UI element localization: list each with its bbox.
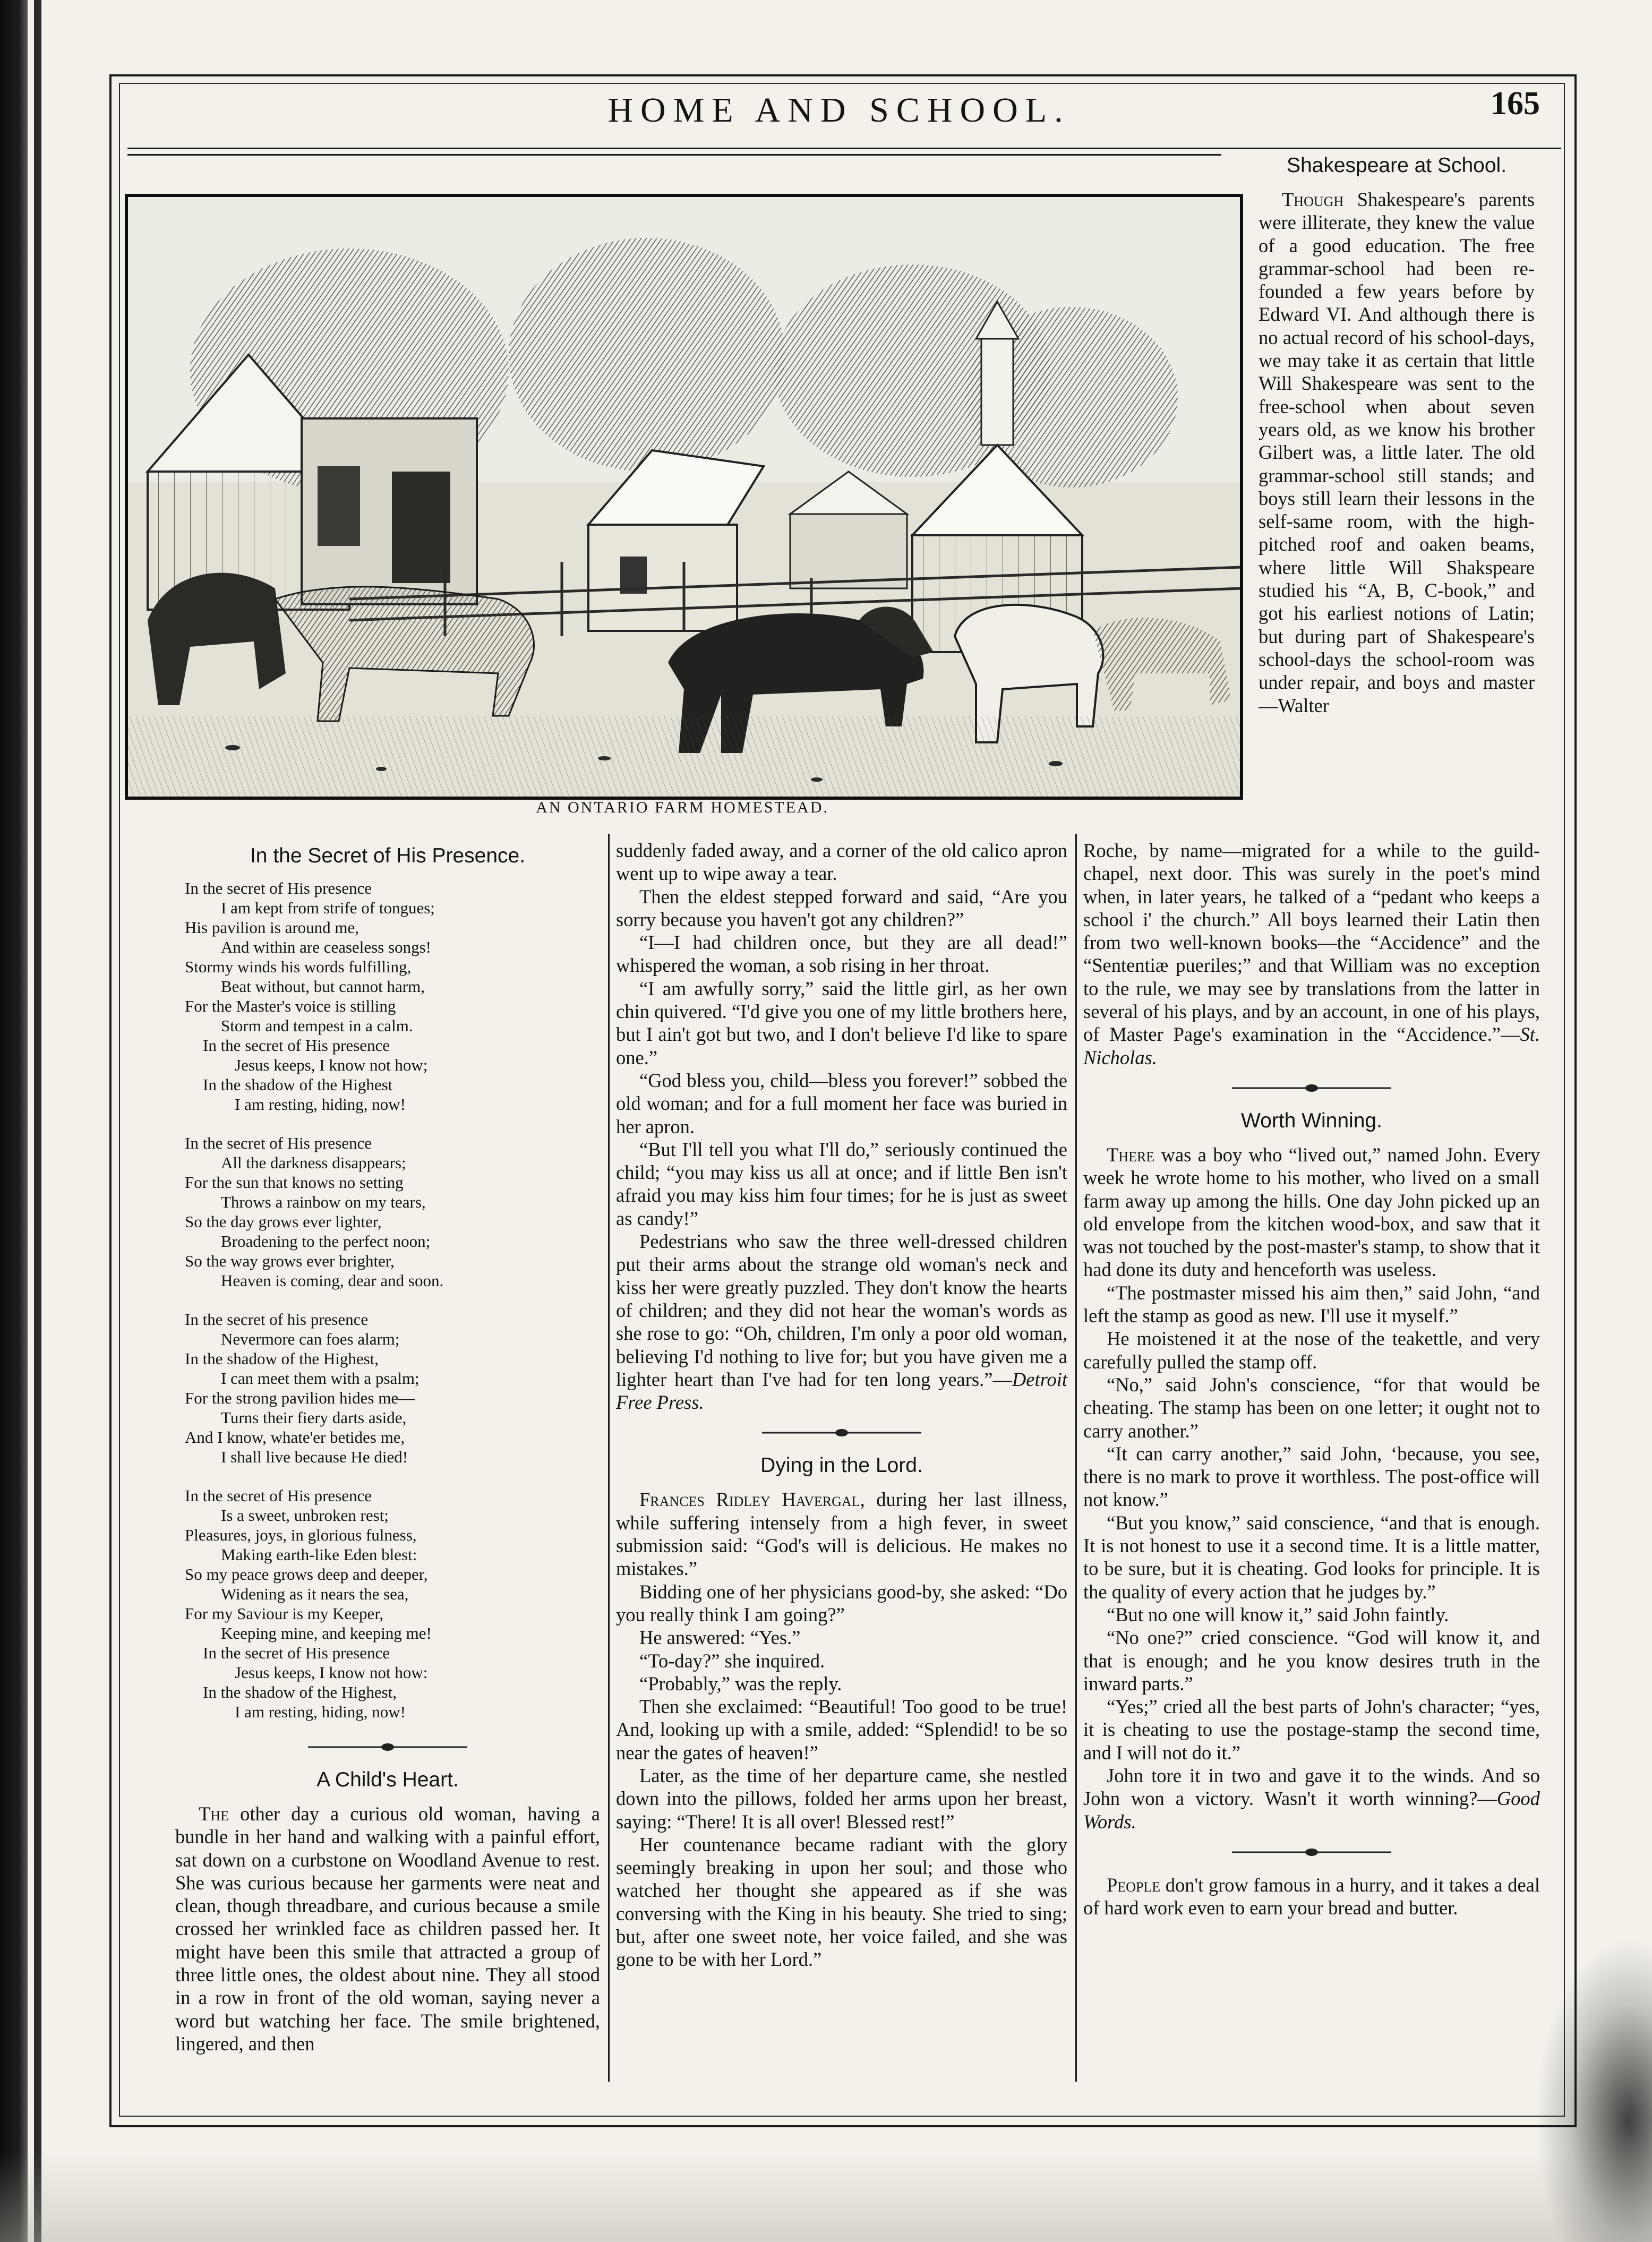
- poem-line: I can meet them with a psalm;: [221, 1369, 420, 1388]
- article-paragraph: [1259, 188, 1535, 717]
- filler-paragraph: [1083, 1873, 1540, 1920]
- poem-line: Beat without, but cannot harm,: [221, 977, 425, 996]
- article-paragraph: [175, 1802, 600, 2055]
- lead-word: Frances Ridley Havergal,: [639, 1488, 865, 1511]
- poem-body: [175, 878, 600, 1722]
- article-paragraph: “The postmaster missed his aim then,” said John, “and left the stamp as good as new. I'll use it myself.”: [1083, 1281, 1540, 1327]
- article-paragraph: [1083, 1764, 1540, 1833]
- article-title: Shakespeare at School.: [1286, 154, 1507, 177]
- poem-line: Pleasures, joys, in glorious fulness,: [185, 1526, 417, 1544]
- article-paragraph: Then she exclaimed: “Beautiful! Too good to be true! And, looking up with a smile, added: “Splendid! to be so near the gates of heaven!”: [616, 1696, 1067, 1764]
- scan-shadow-bottom: [0, 2152, 1652, 2242]
- poem-line: I am kept from strife of tongues;: [221, 898, 435, 917]
- article-paragraph: “But you know,” said conscience, “and that is enough. It is not honest to use it a second time. It is a little matter, to be sure, but it is cheating. God looks for principle. It is the quality of every action that he judges by.”: [1083, 1511, 1540, 1603]
- poem-line: In the shadow of the Highest,: [185, 1349, 379, 1368]
- section-ornament: [175, 1741, 600, 1755]
- publication-title: HOME AND SCHOOL.: [607, 91, 1071, 130]
- poem-line: In the secret of His presence: [203, 1036, 390, 1055]
- article-source: St. Nicholas.: [1083, 1023, 1540, 1068]
- article-paragraph: He answered: “Yes.”: [639, 1627, 801, 1649]
- poem-line: I shall live because He died!: [221, 1448, 408, 1466]
- poem-line: In the shadow of the Highest,: [203, 1683, 397, 1701]
- poem-line: I am resting, hiding, now!: [235, 1095, 406, 1114]
- poem-stanza: [175, 1486, 600, 1722]
- lead-word: Though: [1282, 189, 1344, 210]
- illustration-caption: AN ONTARIO FARM HOMESTEAD.: [536, 799, 829, 816]
- article-paragraph: “No one?” cried conscience. “God will know it, and that is enough; and he you know desires truth in the inward parts.”: [1083, 1627, 1540, 1695]
- column-2: [616, 839, 1067, 1971]
- poem-line: Making earth-like Eden blest:: [221, 1545, 417, 1564]
- paragraph-text: don't grow famous in a hurry, and it takes a deal of hard work even to earn your bread and butter.: [1083, 1873, 1540, 1919]
- poem-line: I am resting, hiding, now!: [235, 1702, 406, 1721]
- article-paragraph: [1083, 839, 1540, 1069]
- article-paragraph: Bidding one of her physicians good-by, she asked: “Do you really think I am going?”: [616, 1580, 1067, 1625]
- article-paragraph: “Probably,” was the reply.: [639, 1672, 842, 1695]
- poem-line: So the day grows ever lighter,: [185, 1212, 382, 1231]
- poem-line: In the secret of His presence: [185, 1486, 372, 1505]
- article-paragraph: “But I'll tell you what I'll do,” seriously continued the child; “you may kiss us all at once; and if little Ben isn't afraid you may kiss him four times; for he is just as sweet as candy!”: [616, 1138, 1067, 1229]
- poem-stanza: [175, 1310, 600, 1467]
- section-ornament: [1083, 1846, 1540, 1860]
- article-paragraph: “God bless you, child—bless you forever!” sobbed the old woman; and for a full moment her face was buried in her apron.: [616, 1069, 1067, 1137]
- paragraph-text: Shakespeare's parents were illiterate, they knew the value of a good education. The free grammar-school had been re-founded a few years before by Edward VI. And although there is no actual record of his school-days, we may take it as certain that little Will Shakespeare was sent to the free-school when about seven years old, as we know his brother Gilbert was, a little later. The old grammar-school still stands; and boys still learn their lessons in the self-same room, with the high-pitched roof and oaken beams, where little Will Shakspeare studied his “A, B, C-book,” and got his earliest notions of Latin; but during part of Shakespeare's school-days the school-room was under repair, and boys and master—Walter: [1259, 189, 1535, 716]
- header-rule-top: [127, 148, 1561, 149]
- ornament-rule: [1232, 1082, 1391, 1094]
- article-paragraph: [1083, 1143, 1540, 1281]
- paragraph-text: other day a curious old woman, having a bundle in her hand and walking with a painful effort, sat down on a curbstone on Woodland Avenue to rest. She was curious because her garments were neat and clean, though threadbare, and curious because a smile crossed her wrinkled face as children passed her. It might have been this smile that attracted a group of three little ones, the oldest about nine. They all stood in a row in front of the old woman, saying never a word but watching her face. The smile brightened, lingered, and then: [175, 1803, 600, 2055]
- lead-word: People: [1107, 1873, 1161, 1896]
- worth-paragraphs: [1083, 1281, 1540, 1764]
- article-title: Dying in the Lord.: [760, 1454, 923, 1477]
- dying-paragraphs: [616, 1580, 1067, 1971]
- poem-line: For my Saviour is my Keeper,: [185, 1604, 384, 1623]
- column-rule: [1075, 834, 1077, 2082]
- poem-line: In the shadow of the Highest: [203, 1075, 393, 1094]
- article-paragraph: He moistened it at the nose of the teakettle, and very carefully pulled the stamp off.: [1083, 1328, 1540, 1373]
- poem-line: Widening as it nears the sea,: [221, 1585, 409, 1603]
- paragraph-text: Roche, by name—migrated for a while to the guild-chapel, next door. This was surely in the poet's mind when, in later years, he talked of a “pedant who keeps a school i' the church.” All boys learned their Latin then from two well-known books—the “Accidence” and the “Sententiæ pueriles;” and that William was no exception to the rule, we may see by translations from the latter in several of his plays, and by an account, in one of his plays, of Master Page's examination in the “Accidence.”—: [1083, 840, 1540, 1046]
- poem-line: Nevermore can foes alarm;: [221, 1330, 400, 1348]
- article-paragraph: “To-day?” she inquired.: [639, 1649, 825, 1672]
- poem-stanza: [175, 878, 600, 1114]
- poem-line: And I know, whate'er betides me,: [185, 1428, 405, 1447]
- article-paragraph: “It can carry another,” said John, ‘because, you see, there is no mark to prove it worthless. The post-office will not know.”: [1083, 1442, 1540, 1511]
- article-paragraph: “No,” said John's conscience, “for that would be cheating. The stamp has been on one letter; it ought not to carry another.”: [1083, 1373, 1540, 1442]
- paragraph-text: John tore it in two and gave it to the winds. And so John won a victory. Wasn't it worth winning?—: [1083, 1764, 1540, 1810]
- ornament-rule: [1232, 1846, 1391, 1859]
- section-ornament: [616, 1426, 1067, 1440]
- article-paragraph: [616, 1488, 1067, 1580]
- poem-line: In the secret of His presence: [185, 879, 372, 897]
- article-source: Detroit Free Press.: [616, 1368, 1067, 1414]
- column-1: [175, 844, 600, 2055]
- poem-stanza: [175, 1133, 600, 1290]
- poem-line: And within are ceaseless songs!: [221, 938, 432, 956]
- paragraph-text: was a boy who “lived out,” named John. Every week he wrote home to his mother, who lived on a small farm away up among the hills. One day John picked up an old envelope from the kitchen wood-box, and saw that it was not touched by the post-master's stamp, to show that it had done its duty and henceforth was useless.: [1083, 1143, 1540, 1281]
- article-paragraph: “Yes;” cried all the best parts of John's character; “yes, it is cheating to use the postage-stamp the second time, and I will not do it.”: [1083, 1696, 1540, 1764]
- poem-line: In the secret of his presence: [185, 1310, 369, 1329]
- poem-line: In the secret of His presence: [203, 1644, 390, 1662]
- poem-line: In the secret of His presence: [185, 1134, 372, 1152]
- poem-title: In the Secret of His Presence.: [250, 844, 526, 867]
- section-ornament: [1083, 1082, 1540, 1096]
- ornament-rule: [762, 1426, 921, 1439]
- article-paragraph: Then the eldest stepped forward and said, “Are you sorry because you haven't got any children?”: [616, 885, 1067, 930]
- poem-line: Throws a rainbow on my tears,: [221, 1193, 426, 1211]
- article-paragraph: “I am awfully sorry,” said the little girl, as her own chin quivered. “I'd give you one of my little brothers here, but I ain't got but two, and I don't believe I'd like to spare one.”: [616, 977, 1067, 1068]
- column-3: [1083, 839, 1540, 1919]
- poem-line: Jesus keeps, I know not how;: [235, 1056, 428, 1074]
- poem-line: Broadening to the perfect noon;: [221, 1232, 431, 1251]
- poem-line: Is a sweet, unbroken rest;: [221, 1506, 389, 1525]
- child-heart-paragraphs: [616, 885, 1067, 1230]
- poem-line: Heaven is coming, dear and soon.: [221, 1271, 444, 1290]
- article-title: A Child's Heart.: [316, 1768, 459, 1791]
- poem-line: Storm and tempest in a calm.: [221, 1016, 413, 1035]
- article-paragraph: Her countenance became radiant with the glory seemingly breaking in upon her soul; and those who watched her thought she appeared as if she was conversing with the King in his beauty. She tried to sing; but, after one sweet note, her voice failed, and she was gone to be with her Lord.”: [616, 1833, 1067, 1971]
- article-paragraph: “I—I had children once, but they are all dead!” whispered the woman, a sob rising in her throat.: [616, 931, 1067, 977]
- farm-scene-illustration: [126, 195, 1242, 798]
- poem-line: Turns their fiery darts aside,: [221, 1408, 407, 1427]
- scan-binding-line: [34, 0, 41, 2242]
- page-header: [127, 85, 1551, 143]
- page-number: 165: [1491, 85, 1540, 122]
- article-shakespeare-at-school: [1259, 154, 1535, 717]
- header-rule-bottom: [127, 154, 1221, 156]
- lead-word: The: [199, 1803, 229, 1825]
- poem-line: Jesus keeps, I know not how:: [235, 1663, 428, 1682]
- article-paragraph: Later, as the time of her departure came, she nestled down into the pillows, folded her arms upon her breast, saying: “There! It is all over! Blessed rest!”: [616, 1764, 1067, 1833]
- article-paragraph: suddenly faded away, and a corner of the old calico apron went up to wipe away a tear.: [616, 840, 1067, 885]
- farm-homestead-engraving: [125, 194, 1243, 800]
- article-paragraph: [616, 1230, 1067, 1414]
- paragraph-text: during her last illness, while suffering intensely from a high fever, in sweet submission said: “God's will is delicious. He makes no mistakes.”: [616, 1488, 1067, 1580]
- poem-line: Stormy winds his words fulfilling,: [185, 957, 412, 976]
- article-source: Good Words.: [1083, 1787, 1540, 1833]
- poem-line: All the darkness disappears;: [221, 1153, 406, 1172]
- article-title: Worth Winning.: [1241, 1109, 1382, 1132]
- poem-line: So my peace grows deep and deeper,: [185, 1565, 428, 1584]
- poem-line: Keeping mine, and keeping me!: [221, 1624, 432, 1642]
- poem-line: For the strong pavilion hides me—: [185, 1389, 415, 1407]
- poem-line: For the Master's voice is stilling: [185, 997, 396, 1015]
- column-rule: [608, 834, 610, 2082]
- lead-word: There: [1107, 1143, 1155, 1166]
- poem-line: For the sun that knows no setting: [185, 1173, 404, 1192]
- paragraph-text: Pedestrians who saw the three well-dressed children put their arms about the strange old woman's neck and kiss her were greatly puzzled. They don't know the hearts of children; and they did not hear the woman's words as she rose to go: “Oh, children, I'm only a poor old woman, believing I'd nothing to live for; but you have given me a lighter heart than I've had for ten long years.”—: [616, 1230, 1067, 1390]
- scan-smudge: [1535, 1938, 1652, 2242]
- poem-line: His pavilion is around me,: [185, 918, 359, 937]
- poem-line: So the way grows ever brighter,: [185, 1252, 395, 1270]
- ornament-rule: [308, 1741, 467, 1753]
- scan-binding-edge: [0, 0, 28, 2242]
- article-paragraph: “But no one will know it,” said John faintly.: [1107, 1603, 1449, 1625]
